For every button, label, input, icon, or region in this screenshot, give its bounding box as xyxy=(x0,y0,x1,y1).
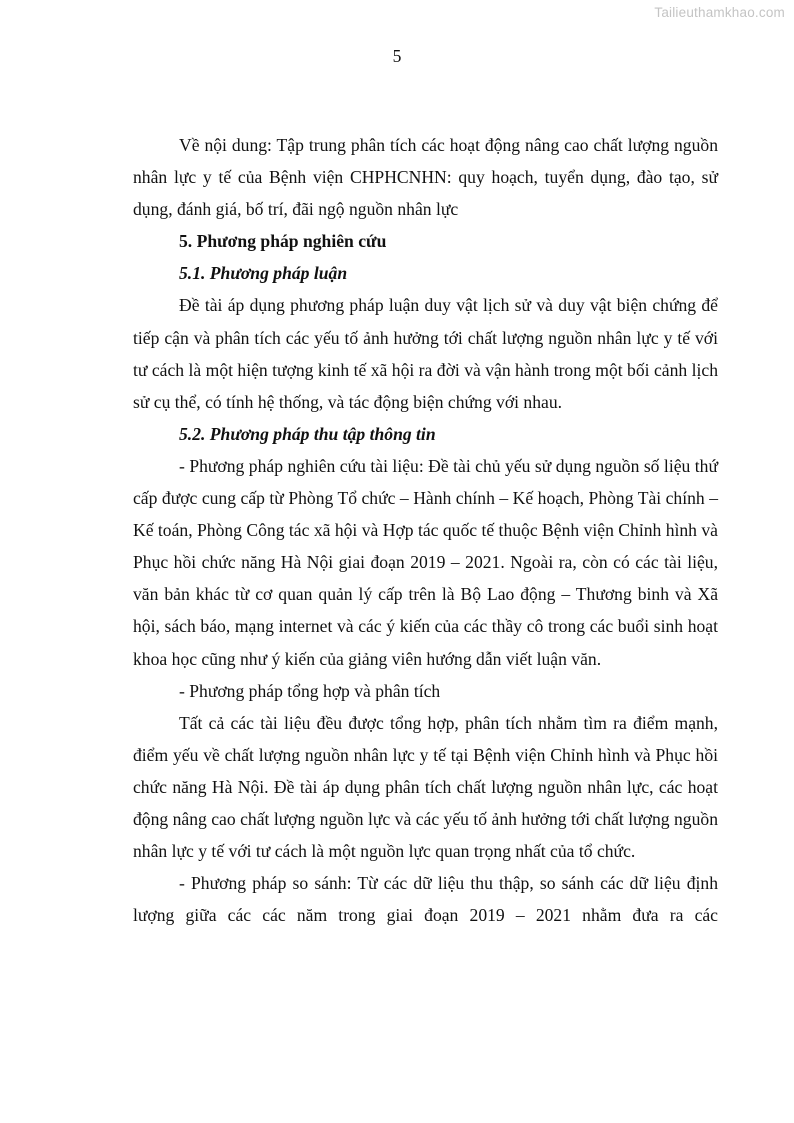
watermark: Tailieuthamkhao.com xyxy=(654,5,785,20)
page-number: 5 xyxy=(392,46,402,66)
paragraph-comparison-method: - Phương pháp so sánh: Từ các dữ liệu thu thập, so sánh các dữ liệu định lượng giữa các các năm trong giai đoạn 2019 – 2021 nhằm đưa ra các xyxy=(133,873,718,926)
paragraph-document-research: - Phương pháp nghiên cứu tài liệu: Đề tài chủ yếu sử dụng nguồn số liệu thứ cấp được cung cấp từ Phòng Tổ chức – Hành chính – Kế hoạch, Phòng Tài chính – Kế toán, Phòng Công tác xã hội và Hợp tác quốc tế thuộc Bệnh viện Chỉnh hình và Phục hồi chức năng Hà Nội giai đoạn 2019 – 2021. Ngoài ra, còn có các tài liệu, văn bản khác từ cơ quan quản lý cấp trên là Bộ Lao động – Thương binh và Xã hội, sách báo, mạng internet và các ý kiến của các thầy cô trong các buổi sinh hoạt khoa học cũng như ý kiến của giảng viên hướng dẫn viết luận văn. xyxy=(133,455,718,669)
paragraph-scope-content: Về nội dung: Tập trung phân tích các hoạt động nâng cao chất lượng nguồn nhân lực y tế của Bệnh viện CHPHCNHN: quy hoạch, tuyển dụng, đào tạo, sử dụng, đánh giá, bố trí, đãi ngộ nguồn nhân lực xyxy=(133,135,718,220)
subsection-heading-methodology: 5.1. Phương pháp luận xyxy=(179,263,348,284)
paragraph-methodology: Đề tài áp dụng phương pháp luận duy vật lịch sử và duy vật biện chứng để tiếp cận và phân tích các yếu tố ảnh hưởng tới chất lượng nguồn nhân lực y tế với tư cách là một hiện tượng kinh tế xã hội ra đời và vận hành trong một bối cảnh lịch sử cụ thể, có tính hệ thống, và tác động biện chứng với nhau. xyxy=(133,295,718,412)
section-heading-research-methods: 5. Phương pháp nghiên cứu xyxy=(179,231,387,252)
paragraph-synthesis-method: - Phương pháp tổng hợp và phân tích xyxy=(179,680,441,701)
subsection-heading-information-collection: 5.2. Phương pháp thu tập thông tin xyxy=(179,423,436,444)
document-body xyxy=(133,129,718,931)
paragraph-synthesis-detail: Tất cả các tài liệu đều được tổng hợp, phân tích nhằm tìm ra điểm mạnh, điểm yếu về chất lượng nguồn nhân lực y tế tại Bệnh viện Chỉnh hình và Phục hồi chức năng Hà Nội. Đề tài áp dụng phân tích chất lượng nguồn nhân lực, các hoạt động nâng cao chất lượng nguồn lực và các yếu tố ảnh hưởng tới chất lượng nguồn nhân lực y tế với tư cách là một nguồn lực quan trọng nhất của tổ chức. xyxy=(133,712,718,862)
